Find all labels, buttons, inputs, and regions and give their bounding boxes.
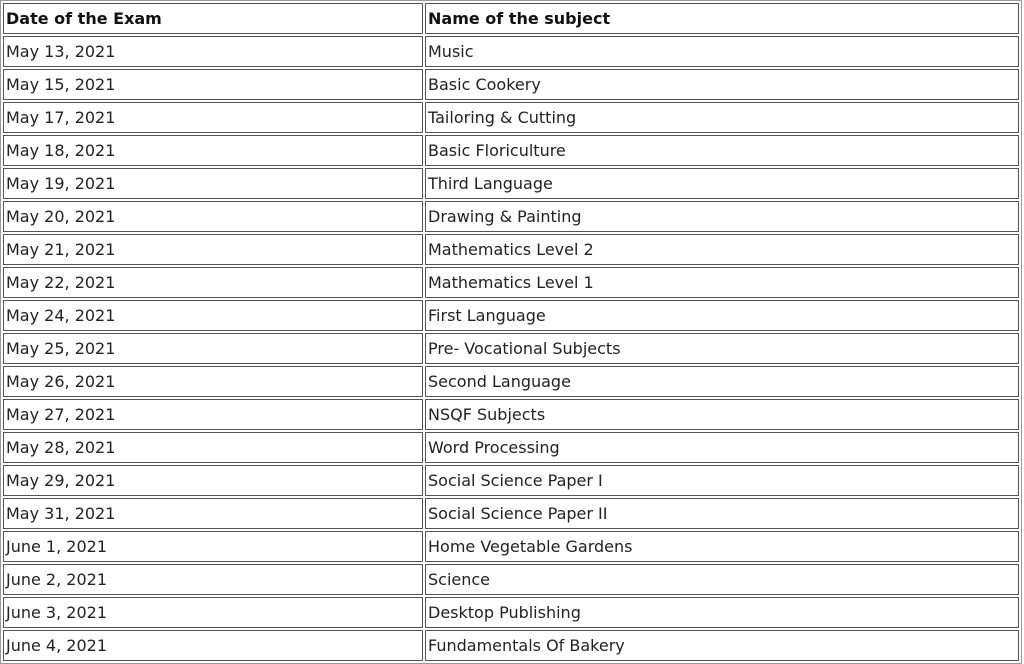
subject-name-cell: First Language xyxy=(425,300,1019,331)
exam-date-cell: May 31, 2021 xyxy=(3,498,423,529)
subject-name-cell: Desktop Publishing xyxy=(425,597,1019,628)
header-row xyxy=(3,3,1019,34)
exam-date-cell: May 18, 2021 xyxy=(3,135,423,166)
exam-date-cell: May 13, 2021 xyxy=(3,36,423,67)
subject-name-cell: Mathematics Level 1 xyxy=(425,267,1019,298)
subject-name-cell: Fundamentals Of Bakery xyxy=(425,630,1019,661)
table-row xyxy=(3,267,1019,298)
exam-date-cell: May 15, 2021 xyxy=(3,69,423,100)
exam-date-cell: May 17, 2021 xyxy=(3,102,423,133)
subject-name-cell: NSQF Subjects xyxy=(425,399,1019,430)
subject-name-cell: Second Language xyxy=(425,366,1019,397)
exam-date-cell: May 27, 2021 xyxy=(3,399,423,430)
exam-date-cell: June 3, 2021 xyxy=(3,597,423,628)
header-subject: Name of the subject xyxy=(425,3,1019,34)
subject-name-cell: Third Language xyxy=(425,168,1019,199)
subject-name-cell: Tailoring & Cutting xyxy=(425,102,1019,133)
table-body xyxy=(3,36,1019,661)
exam-date-cell: May 19, 2021 xyxy=(3,168,423,199)
table-header xyxy=(3,3,1019,34)
exam-date-cell: May 26, 2021 xyxy=(3,366,423,397)
table-row xyxy=(3,399,1019,430)
subject-name-cell: Science xyxy=(425,564,1019,595)
subject-name-cell: Word Processing xyxy=(425,432,1019,463)
subject-name-cell: Drawing & Painting xyxy=(425,201,1019,232)
table-row xyxy=(3,135,1019,166)
exam-date-cell: June 1, 2021 xyxy=(3,531,423,562)
exam-date-cell: May 22, 2021 xyxy=(3,267,423,298)
table-row xyxy=(3,69,1019,100)
table-row xyxy=(3,597,1019,628)
table-row xyxy=(3,300,1019,331)
subject-name-cell: Home Vegetable Gardens xyxy=(425,531,1019,562)
subject-name-cell: Mathematics Level 2 xyxy=(425,234,1019,265)
header-date: Date of the Exam xyxy=(3,3,423,34)
exam-date-cell: May 24, 2021 xyxy=(3,300,423,331)
exam-date-cell: May 28, 2021 xyxy=(3,432,423,463)
table-row xyxy=(3,201,1019,232)
table-row xyxy=(3,630,1019,661)
table-row xyxy=(3,465,1019,496)
exam-date-cell: May 25, 2021 xyxy=(3,333,423,364)
subject-name-cell: Social Science Paper I xyxy=(425,465,1019,496)
subject-name-cell: Social Science Paper II xyxy=(425,498,1019,529)
table-row xyxy=(3,564,1019,595)
table-row xyxy=(3,498,1019,529)
table-row xyxy=(3,36,1019,67)
table-row xyxy=(3,102,1019,133)
exam-date-cell: May 21, 2021 xyxy=(3,234,423,265)
exam-date-cell: June 2, 2021 xyxy=(3,564,423,595)
subject-name-cell: Pre- Vocational Subjects xyxy=(425,333,1019,364)
table-row xyxy=(3,366,1019,397)
table-row xyxy=(3,531,1019,562)
exam-date-cell: June 4, 2021 xyxy=(3,630,423,661)
subject-name-cell: Basic Cookery xyxy=(425,69,1019,100)
table-row xyxy=(3,432,1019,463)
subject-name-cell: Basic Floriculture xyxy=(425,135,1019,166)
subject-name-cell: Music xyxy=(425,36,1019,67)
exam-date-cell: May 29, 2021 xyxy=(3,465,423,496)
table-row xyxy=(3,168,1019,199)
table-row xyxy=(3,234,1019,265)
table-row xyxy=(3,333,1019,364)
exam-date-cell: May 20, 2021 xyxy=(3,201,423,232)
